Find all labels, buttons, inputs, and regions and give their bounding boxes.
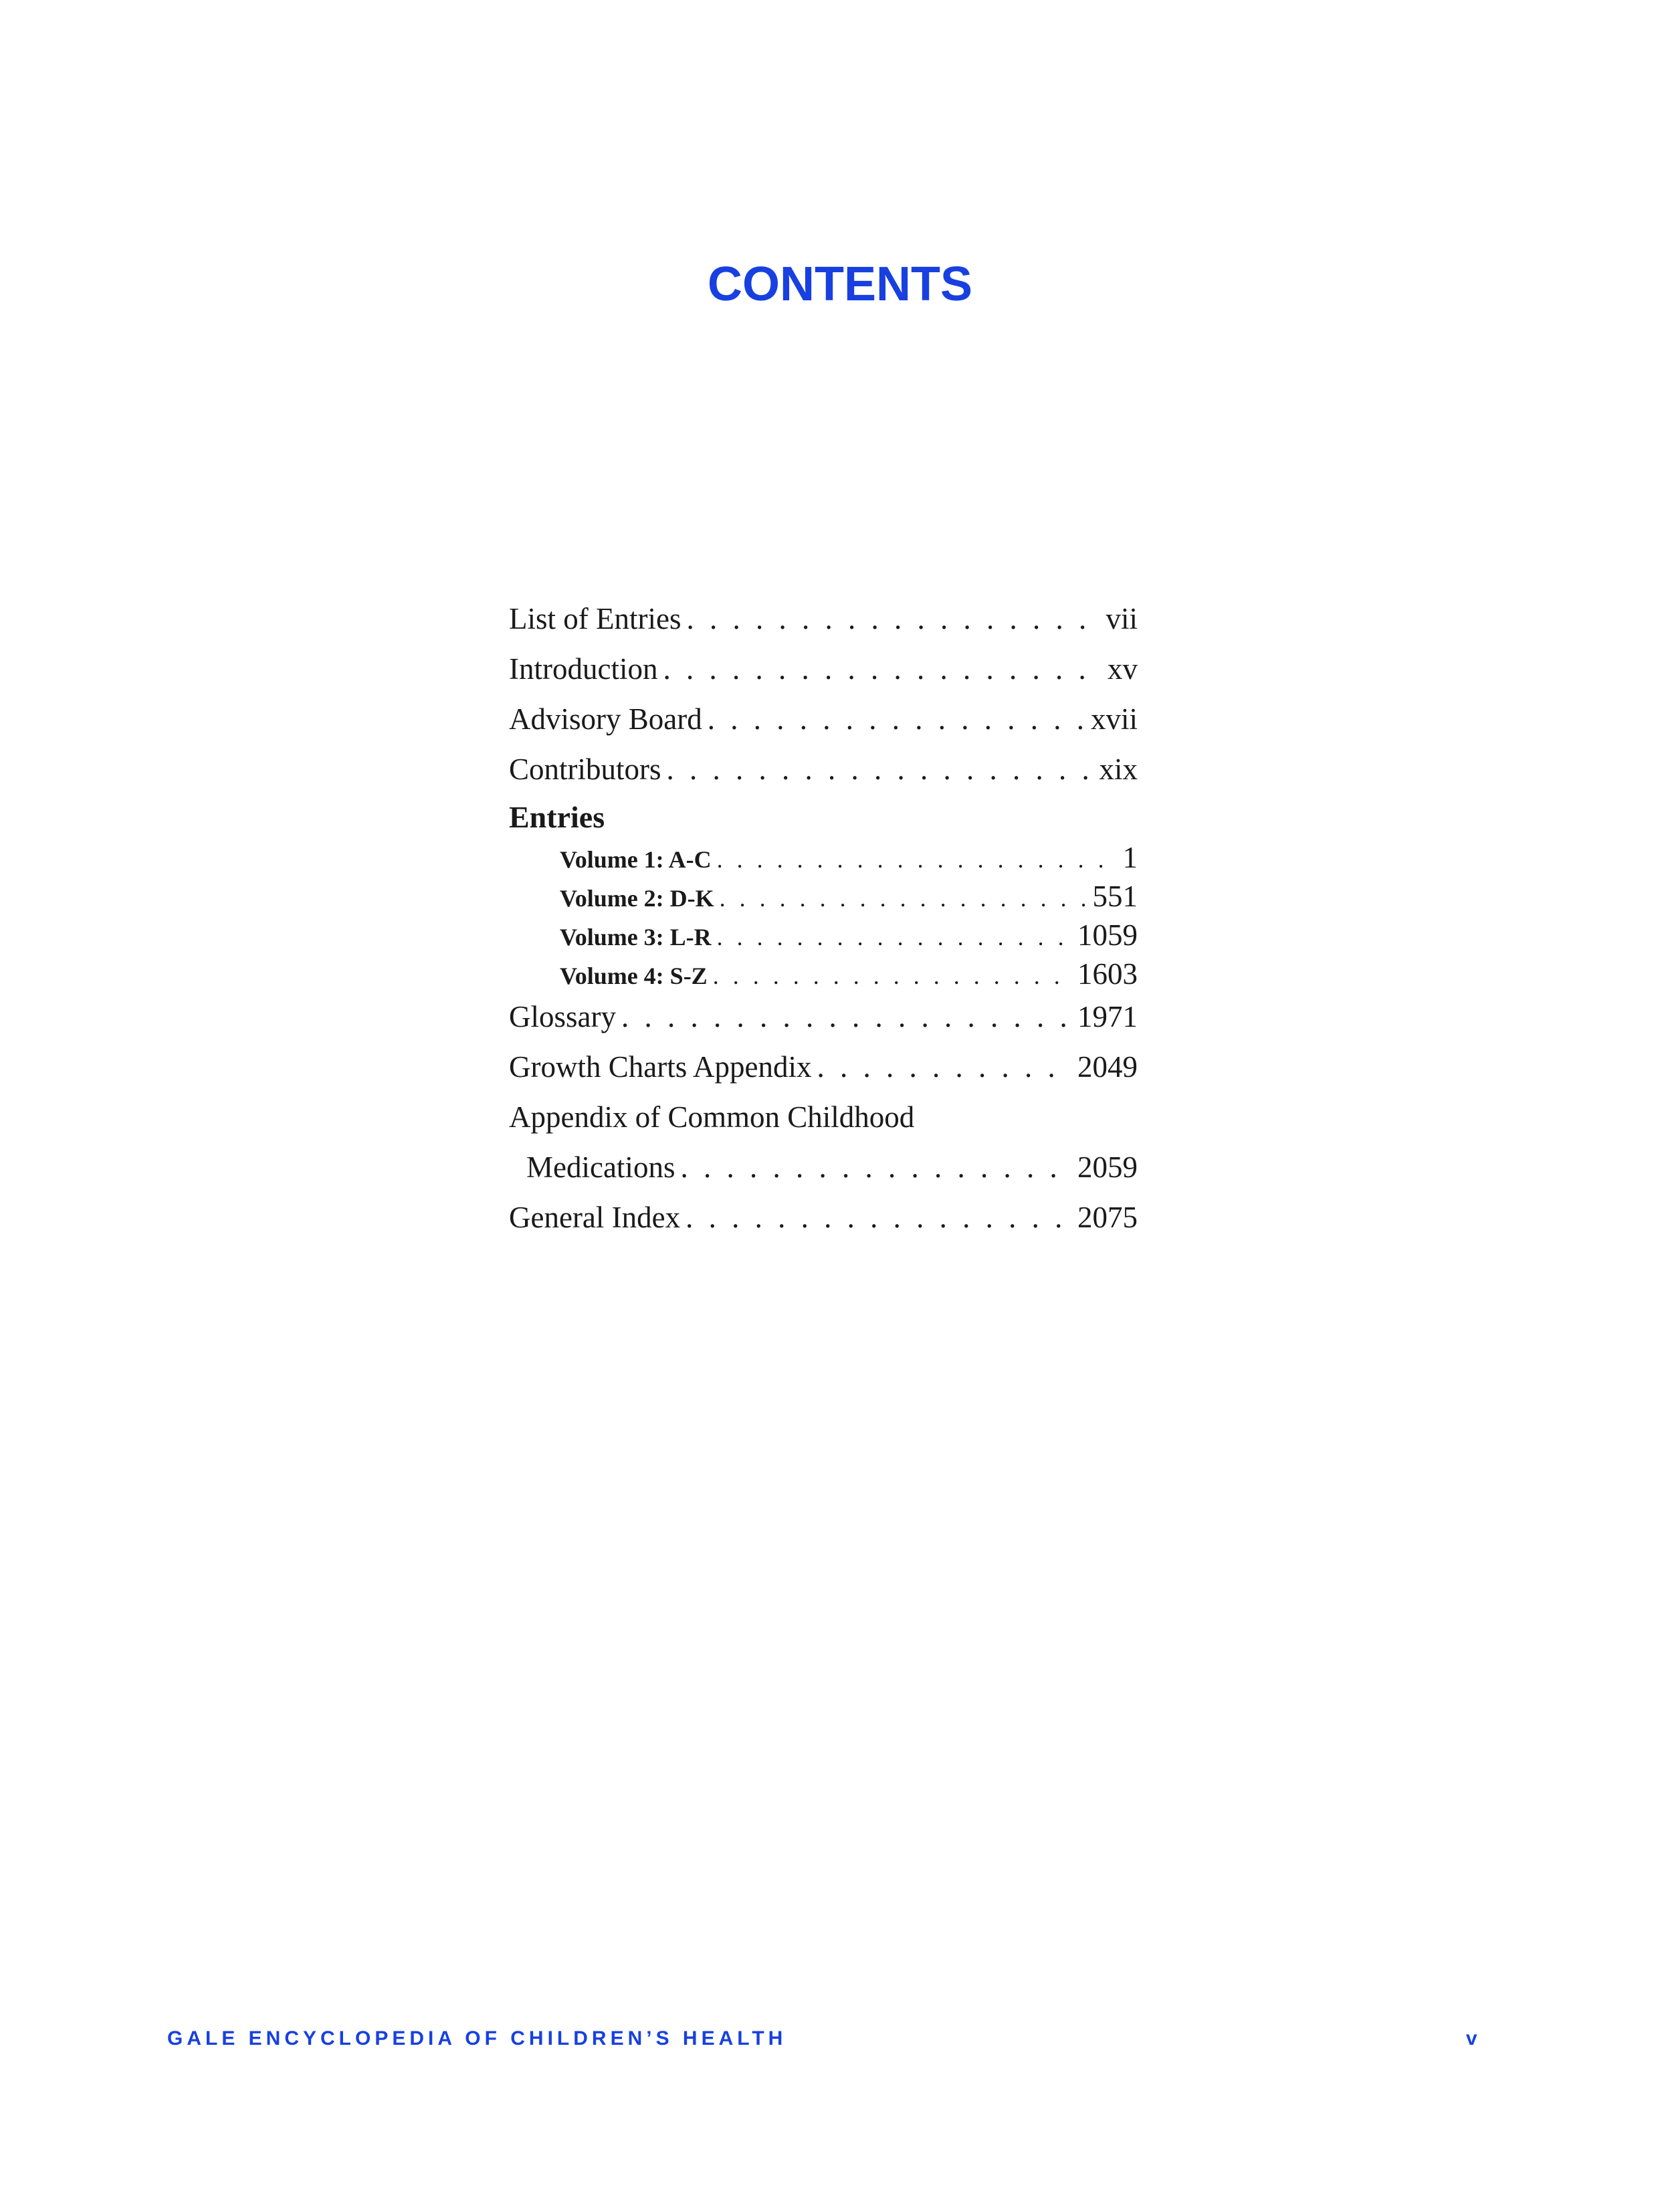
- dot-leader: [717, 920, 1071, 955]
- toc-entry-label: Volume 2: D-K: [560, 885, 714, 912]
- dot-leader: [686, 599, 1099, 639]
- toc-entry-page: 1059: [1077, 918, 1138, 952]
- toc-entry-advisory-board[interactable]: [509, 699, 1138, 739]
- toc-entry-label: Volume 4: S-Z: [560, 963, 708, 989]
- dot-leader: [717, 842, 1116, 877]
- toc-entry-glossary[interactable]: [509, 997, 1138, 1037]
- toc-entry-introduction[interactable]: [509, 649, 1138, 689]
- toc-entry-page: 1603: [1077, 957, 1138, 991]
- toc-entry-page: xix: [1099, 752, 1138, 786]
- toc-entry-label: Introduction: [509, 652, 658, 686]
- toc-entry-label: List of Entries: [509, 602, 681, 635]
- entries-heading: Entries: [509, 800, 605, 834]
- footer-page-number: v: [1466, 2027, 1477, 2049]
- toc-entry-label: Appendix of Common Childhood: [509, 1100, 915, 1134]
- toc-entry-page: xvii: [1090, 702, 1138, 736]
- toc-entry-page: 551: [1092, 880, 1138, 913]
- dot-leader: [621, 997, 1071, 1037]
- toc-entry-growth-charts-appendix[interactable]: [509, 1047, 1138, 1087]
- toc-entry-volume-3[interactable]: [560, 918, 1138, 955]
- toc-entry-page: xv: [1108, 652, 1138, 686]
- page-title: CONTENTS: [708, 258, 972, 311]
- dot-leader: [720, 881, 1086, 916]
- toc-entry-label: General Index: [509, 1201, 681, 1234]
- toc-entry-appendix-line1[interactable]: [509, 1097, 1138, 1137]
- dot-leader: [663, 649, 1101, 689]
- toc-entry-label: Medications: [526, 1150, 675, 1184]
- dot-leader: [708, 699, 1084, 739]
- toc-entry-label: Volume 1: A-C: [560, 846, 712, 873]
- toc-entry-general-index[interactable]: [509, 1197, 1138, 1237]
- footer-title: GALE ENCYCLOPEDIA OF CHILDREN’S HEALTH: [167, 2027, 787, 2049]
- toc-entry-page: vii: [1106, 602, 1138, 635]
- toc-entry-page: 2075: [1077, 1201, 1138, 1234]
- dot-leader: [713, 959, 1071, 993]
- dot-leader: [680, 1147, 1071, 1187]
- toc-entry-contributors[interactable]: [509, 749, 1138, 789]
- toc-entry-label: Growth Charts Appendix: [509, 1050, 812, 1084]
- toc-entry-label: Glossary: [509, 1000, 616, 1033]
- toc-entry-page: 1971: [1077, 1000, 1138, 1033]
- dot-leader: [667, 749, 1093, 789]
- toc-entry-volume-1[interactable]: [560, 840, 1138, 877]
- toc-entry-volume-4[interactable]: [560, 957, 1138, 993]
- toc-entry-page: 2049: [1077, 1050, 1138, 1084]
- toc-entry-medications[interactable]: [526, 1147, 1138, 1187]
- toc-entry-list-of-entries[interactable]: [509, 599, 1138, 639]
- toc-entry-label: Volume 3: L-R: [560, 924, 712, 950]
- toc-entry-page: 2059: [1077, 1150, 1138, 1184]
- dot-leader: [817, 1047, 1071, 1087]
- toc-entry-label: Contributors: [509, 752, 661, 786]
- toc-entry-volume-2[interactable]: [560, 879, 1138, 916]
- toc-entry-page: 1: [1122, 841, 1138, 874]
- toc-entry-label: Advisory Board: [509, 702, 702, 736]
- dot-leader: [686, 1197, 1071, 1237]
